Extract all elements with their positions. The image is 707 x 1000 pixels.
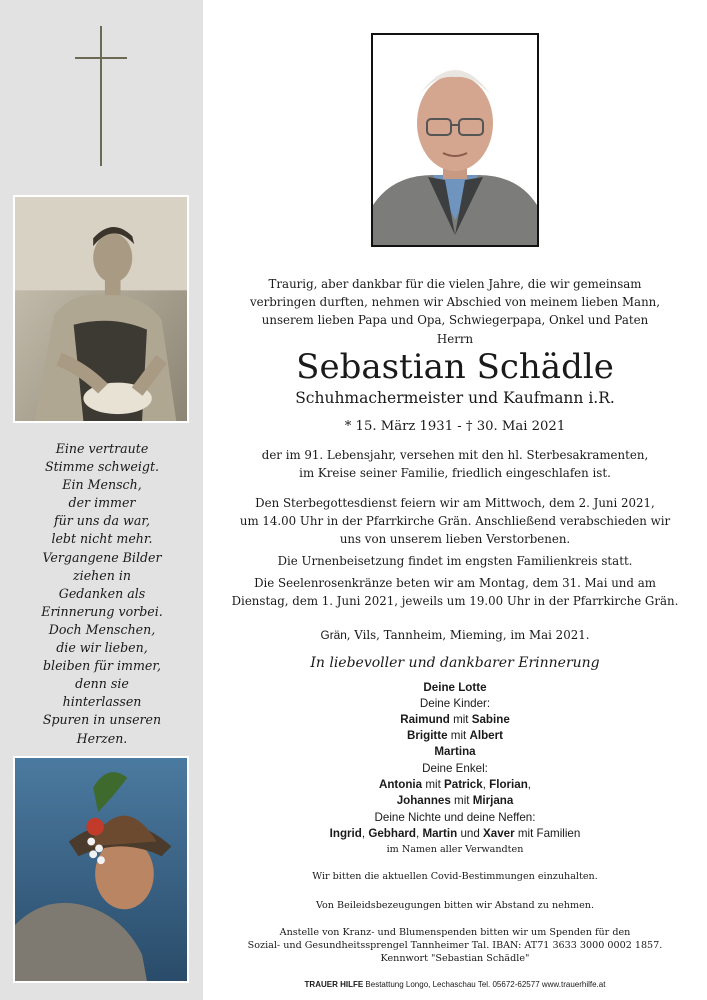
service-line: Den Sterbegottesdienst feiern wir am Mittwoch, dem 2. Juni 2021, [255,496,655,510]
photo-man-with-hat [13,756,189,983]
condolence-note: Von Beileidsbezeugungen bitten wir Abstand zu nehmen. [315,900,594,911]
family-joiner: , [482,778,490,791]
children-label: Deine Kinder: [419,697,491,710]
family-row [230,826,680,842]
footer-brand: TRAUER HILFE [304,980,364,989]
deceased-name: Sebastian Schädle [296,347,614,387]
memory-line: In liebevoller und dankbarer Erinnerung [310,655,600,671]
profession: Schuhmachermeister und Kaufmann i.R. [295,389,615,407]
family-row [230,728,680,744]
intro-line: Traurig, aber dankbar für die vielen Jahre, die wir gemeinsam [268,277,642,291]
family-name: Albert [469,729,503,742]
poem-line: Ein Mensch, [62,477,142,493]
poem-line: Vergangene Bilder [42,549,162,565]
family-joiner: , [415,827,423,840]
nieces-label: Deine Nichte und deine Neffen: [374,811,536,824]
family-name: Martin [422,827,458,840]
family-joiner: mit [422,778,445,791]
death-line: im Kreise seiner Familie, friedlich eingeschlafen ist. [299,466,611,480]
family-name: Antonia [378,778,423,791]
rosary-line: Die Seelenrosenkränze beten wir am Montag, dem 31. Mai und am [254,576,656,590]
cross-icon [75,26,127,166]
relatives-line: im Namen aller Verwandten [386,844,524,855]
portrait-photo [371,33,539,247]
place-gran: Grän [320,628,347,642]
family-name: Martina [434,745,476,758]
poem-line: Stimme schweigt. [44,459,160,475]
places-rest: , Vils, Tannheim, Mieming, im Mai 2021. [346,628,590,642]
poem-line: ziehen in [73,567,131,583]
family-joiner: mit [449,713,472,726]
sidebar [0,0,203,1000]
death-line: der im 91. Lebensjahr, versehen mit den hl. Sterbesakramenten, [261,448,649,462]
family-row [230,793,680,809]
photo-young-shoemaker [13,195,189,423]
poem-line: für uns da war, [54,513,150,529]
family-name: Xaver [483,827,515,840]
family-name: Mirjana [472,794,514,807]
grandchildren-label: Deine Enkel: [422,762,488,775]
herrn-label: Herrn [436,332,474,346]
poem-line: lebt nicht mehr. [51,531,153,547]
poem-line: Herzen. [76,730,128,746]
footer-text: Bestattung Longo, Lechaschau Tel. 05672-62577 www.trauerhilfe.at [363,980,606,989]
poem-line: Eine vertraute [55,441,149,456]
poem-line: Gedanken als [58,585,146,601]
family-row [230,777,680,793]
poem-line: Spuren in unseren [42,712,162,728]
poem-line: die wir lieben, [56,640,148,656]
family-joiner: mit [447,729,470,742]
rosary-line: Dienstag, dem 1. Juni 2021, jeweils um 19.00 Uhr in der Pfarrkirche Grän. [231,594,679,608]
family-wife: Deine Lotte [423,681,487,694]
family-joiner: mit Familien [514,827,581,840]
family-name: Gebhard [368,827,416,840]
family-name: Patrick [444,778,483,791]
poem [14,440,190,748]
poem-line: bleiben für immer, [43,658,161,674]
family-joiner: , [361,827,369,840]
places-line [230,626,680,644]
intro-line: unserem lieben Papa und Opa, Schwiegerpapa, Onkel und Paten [261,313,649,327]
family-joiner: , [527,778,532,791]
poem-line: Erinnerung vorbei. [41,603,163,619]
urn-line: Die Urnenbeisetzung findet im engsten Familienkreis statt. [277,554,633,568]
family-name: Johannes [396,794,451,807]
family-name: Raimund [400,713,450,726]
family-joiner: mit [450,794,473,807]
footer [230,979,680,990]
family-name: Ingrid [329,827,362,840]
covid-note: Wir bitten die aktuellen Covid-Bestimmungen einzuhalten. [312,871,598,882]
poem-line: Doch Menschen, [48,621,156,637]
intro-line: verbringen durften, nehmen wir Abschied von meinem lieben Mann, [249,295,661,309]
donation-line: Kennwort "Sebastian Schädle" [380,953,530,964]
life-dates: * 15. März 1931 - † 30. Mai 2021 [344,419,566,434]
poem-line: der immer [68,495,136,511]
family-name: Florian [489,778,528,791]
family-name: Sabine [471,713,510,726]
service-line: uns von unserem lieben Verstorbenen. [339,532,571,546]
donation-line: Anstelle von Kranz- und Blumenspenden bitten wir um Spenden für den [279,927,631,938]
family-joiner: und [457,827,484,840]
family-name: Brigitte [407,729,448,742]
poem-line: denn sie [75,676,129,692]
poem-line: hinterlassen [62,694,142,710]
family-row [230,712,680,728]
service-line: um 14.00 Uhr in der Pfarrkirche Grän. Anschließend verabschieden wir [239,514,671,528]
donation-line: Sozial- und Gesundheitssprengel Tannheimer Tal. IBAN: AT71 3633 3000 0002 1857. [247,940,663,951]
